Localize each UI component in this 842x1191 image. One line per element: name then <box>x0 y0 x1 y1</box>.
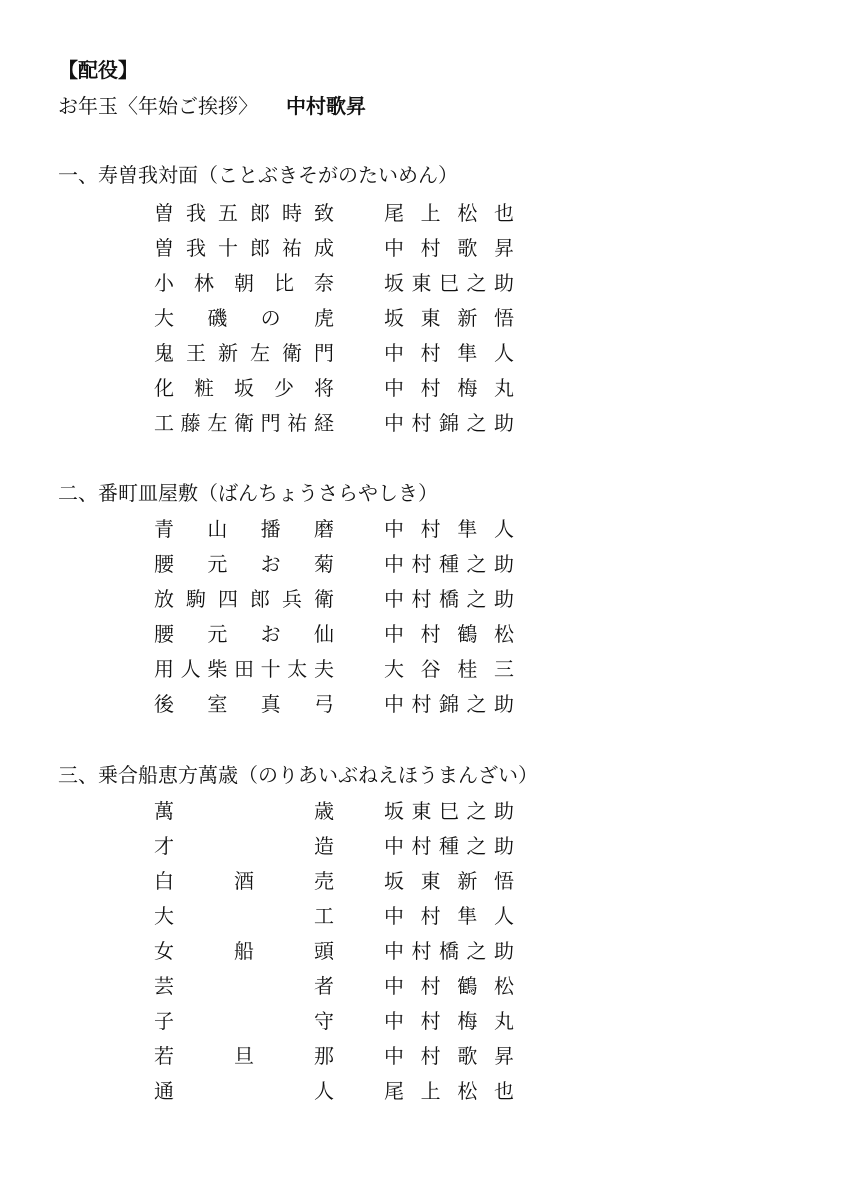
greeting-line <box>58 92 366 120</box>
cast-row <box>0 303 842 333</box>
cast-row <box>0 549 842 579</box>
actor-name: 坂 東 巳 之 助 <box>384 799 514 823</box>
actor-name: 中 村 梅 丸 <box>384 376 514 400</box>
actor-name: 中 村 歌 昇 <box>384 236 514 260</box>
actor-name: 中 村 種 之 助 <box>384 834 514 858</box>
cast-row <box>0 936 842 966</box>
role-name: 曽 我 十 郎 祐 成 <box>154 236 334 260</box>
role-name: 青 山 播 磨 <box>154 517 334 541</box>
role-name: 女 船 頭 <box>154 939 334 963</box>
cast-row <box>0 971 842 1001</box>
role-name: 若 旦 那 <box>154 1044 334 1068</box>
role-name: 才 造 <box>154 834 334 858</box>
cast-header: 【配役】 <box>58 58 138 82</box>
actor-name: 中 村 隼 人 <box>384 517 514 541</box>
actor-name: 尾 上 松 也 <box>384 1079 514 1103</box>
cast-row <box>0 619 842 649</box>
role-name: 白 酒 売 <box>154 869 334 893</box>
cast-row <box>0 338 842 368</box>
role-name: 通 人 <box>154 1079 334 1103</box>
actor-name: 坂 東 巳 之 助 <box>384 271 514 295</box>
role-name: 曽 我 五 郎 時 致 <box>154 201 334 225</box>
section-title: 一、寿曽我対面（ことぶきそがのたいめん） <box>58 163 458 187</box>
actor-name: 中 村 種 之 助 <box>384 552 514 576</box>
cast-row <box>0 1076 842 1106</box>
role-name: 工 藤 左 衛 門 祐 経 <box>154 411 334 435</box>
cast-row <box>0 1006 842 1036</box>
role-name: 腰 元 お 仙 <box>154 622 334 646</box>
actor-name: 中 村 錦 之 助 <box>384 692 514 716</box>
actor-name: 中 村 隼 人 <box>384 904 514 928</box>
cast-row <box>0 233 842 263</box>
role-name: 鬼 王 新 左 衛 門 <box>154 341 334 365</box>
actor-name: 中 村 梅 丸 <box>384 1009 514 1033</box>
actor-name: 中 村 鶴 松 <box>384 622 514 646</box>
role-name: 萬 歳 <box>154 799 334 823</box>
cast-row <box>0 1041 842 1071</box>
cast-row <box>0 584 842 614</box>
role-name: 子 守 <box>154 1009 334 1033</box>
role-name: 大 磯 の 虎 <box>154 306 334 330</box>
role-name: 用 人 柴 田 十 太 夫 <box>154 657 334 681</box>
cast-row <box>0 373 842 403</box>
cast-row <box>0 408 842 438</box>
actor-name: 中 村 歌 昇 <box>384 1044 514 1068</box>
actor-name: 中 村 橋 之 助 <box>384 587 514 611</box>
actor-name: 中 村 錦 之 助 <box>384 411 514 435</box>
role-name: 化 粧 坂 少 将 <box>154 376 334 400</box>
cast-row <box>0 654 842 684</box>
role-name: 小 林 朝 比 奈 <box>154 271 334 295</box>
actor-name: 大 谷 桂 三 <box>384 657 514 681</box>
role-name: 芸 者 <box>154 974 334 998</box>
cast-row <box>0 796 842 826</box>
role-name: 放 駒 四 郎 兵 衛 <box>154 587 334 611</box>
cast-row <box>0 831 842 861</box>
greeting-actor: 中村歌昇 <box>286 94 366 118</box>
cast-row <box>0 514 842 544</box>
role-name: 大 工 <box>154 904 334 928</box>
actor-name: 坂 東 新 悟 <box>384 869 514 893</box>
actor-name: 中 村 橋 之 助 <box>384 939 514 963</box>
role-name: 腰 元 お 菊 <box>154 552 334 576</box>
cast-row <box>0 689 842 719</box>
actor-name: 尾 上 松 也 <box>384 201 514 225</box>
actor-name: 中 村 隼 人 <box>384 341 514 365</box>
actor-name: 中 村 鶴 松 <box>384 974 514 998</box>
greeting-title: お年玉〈年始ご挨拶〉 <box>58 94 258 118</box>
section-title: 三、乗合船恵方萬歳（のりあいぶねえほうまんざい） <box>58 763 538 787</box>
role-name: 後 室 真 弓 <box>154 692 334 716</box>
actor-name: 坂 東 新 悟 <box>384 306 514 330</box>
section-title: 二、番町皿屋敷（ばんちょうさらやしき） <box>58 481 438 505</box>
cast-row <box>0 866 842 896</box>
cast-row <box>0 198 842 228</box>
cast-row <box>0 268 842 298</box>
cast-row <box>0 901 842 931</box>
